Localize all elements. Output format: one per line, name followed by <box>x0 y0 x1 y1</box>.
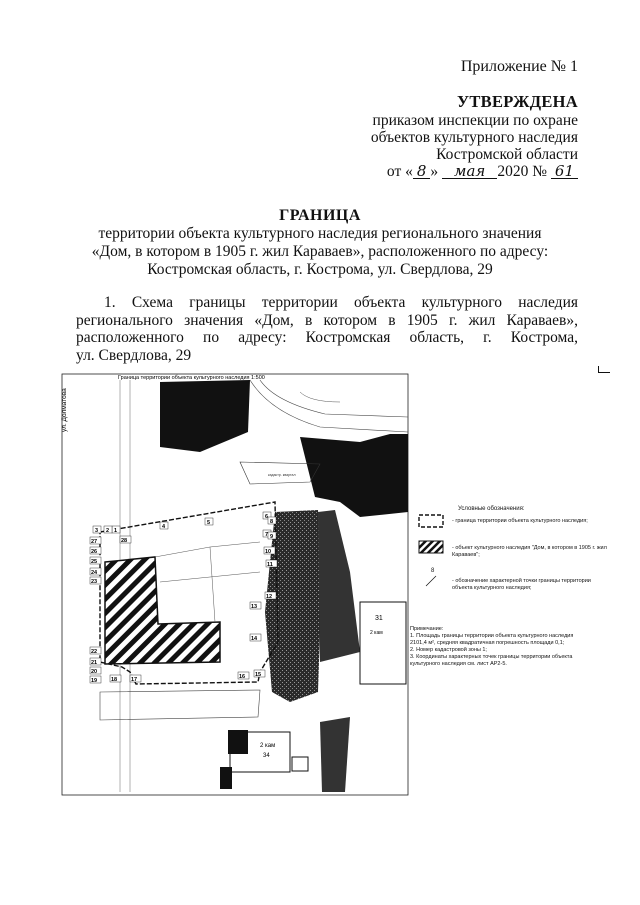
date-prefix: от « <box>386 163 413 180</box>
svg-text:10: 10 <box>265 549 272 555</box>
svg-text:9: 9 <box>270 534 274 540</box>
house-number-34: 34 <box>263 753 270 759</box>
order-date-line <box>387 163 578 181</box>
order-line-3: Костромской области <box>436 146 578 163</box>
subtitle-line-3: Костромская область, г. Кострома, ул. Свердлова, 29 <box>147 261 493 278</box>
svg-text:20: 20 <box>91 669 98 675</box>
svg-text:7: 7 <box>265 532 269 538</box>
legend-point-symbol <box>424 572 446 588</box>
point-19 <box>90 676 101 684</box>
date-month: мая <box>442 164 497 179</box>
notes-line-2: 2101,4 м², средняя квадратичная погрешность площади 0,1; <box>410 640 565 646</box>
legend-title: Условные обозначения: <box>458 506 525 512</box>
point-18 <box>110 675 121 683</box>
svg-text:14: 14 <box>251 636 258 642</box>
svg-text:2: 2 <box>106 528 110 534</box>
point-26 <box>90 547 101 555</box>
date-year: 2020 № <box>497 163 548 180</box>
point-15 <box>254 670 265 678</box>
svg-text:17: 17 <box>131 677 138 683</box>
point-28 <box>120 536 131 544</box>
house-number-31: 31 <box>375 615 383 622</box>
svg-text:27: 27 <box>91 539 98 545</box>
svg-text:4: 4 <box>162 524 166 530</box>
svg-text:22: 22 <box>91 649 98 655</box>
point-14 <box>250 634 261 642</box>
boundary-map <box>60 372 410 797</box>
svg-text:26: 26 <box>91 549 98 555</box>
subtitle-line-1: территории объекта культурного наследия регионального значения <box>98 225 542 242</box>
notes-title: Примечание: <box>410 626 444 632</box>
legend-item-boundary: - граница территории объекта культурного наследия; <box>452 518 588 524</box>
svg-text:1: 1 <box>114 528 118 534</box>
paragraph-line-4: ул. Свердлова, 29 <box>76 346 192 364</box>
point-5 <box>205 518 213 526</box>
svg-text:23: 23 <box>91 579 98 585</box>
point-11 <box>266 560 277 568</box>
order-line-2: объектов культурного наследия <box>370 129 578 146</box>
point-20 <box>90 667 101 675</box>
paragraph-line-3: расположенного по адресу: Костромская область, г. Кострома, <box>76 329 578 346</box>
legend-point-number: 8 <box>431 568 435 574</box>
svg-text:12: 12 <box>266 594 273 600</box>
point-4 <box>160 522 168 530</box>
svg-text:8: 8 <box>270 519 274 525</box>
notes-line-4: 3. Координаты характерных точек границы территории объекта <box>410 654 573 660</box>
svg-text:16: 16 <box>239 674 246 680</box>
appendix-label: Приложение № 1 <box>460 58 578 75</box>
legend-object-symbol <box>418 540 444 554</box>
svg-text:11: 11 <box>267 562 273 568</box>
point-21 <box>90 658 101 666</box>
order-line-1: приказом инспекции по охране <box>372 112 578 129</box>
point-17 <box>130 675 141 683</box>
notes-line-5: культурного наследия см. лист АР2-5. <box>410 661 507 667</box>
svg-text:6: 6 <box>265 514 269 520</box>
svg-text:15: 15 <box>255 672 262 678</box>
order-number: 61 <box>551 164 578 179</box>
point-8 <box>268 517 276 525</box>
point-9 <box>268 532 276 540</box>
svg-text:5: 5 <box>207 520 211 526</box>
date-day: 8 <box>413 164 431 179</box>
subtitle-line-2: «Дом, в котором в 1905 г. жил Караваев», расположенного по адресу: <box>91 243 549 260</box>
point-27 <box>90 537 101 545</box>
paragraph-line-1: 1. Схема границы территории объекта культурного наследия <box>104 294 578 311</box>
svg-text:19: 19 <box>91 678 98 684</box>
corner-mark <box>598 366 610 373</box>
notes-block <box>410 626 610 668</box>
svg-text:28: 28 <box>121 538 128 544</box>
point-10 <box>264 547 275 555</box>
svg-text:24: 24 <box>91 570 98 576</box>
point-12 <box>265 592 276 600</box>
svg-text:18: 18 <box>111 677 118 683</box>
notes-line-3: 2. Номер кадастровой зоны 1; <box>410 647 487 653</box>
kadastr-label: кадастр. квартал <box>268 473 296 477</box>
svg-text:25: 25 <box>91 559 98 565</box>
legend-boundary-symbol <box>418 514 444 528</box>
legend-item-object: - объект культурного наследия "Дом, в котором в 1905 г. жил Караваев"; <box>452 545 607 558</box>
approved-heading: УТВЕРЖДЕНА <box>456 92 578 111</box>
paragraph-line-2: регионального значения «Дом, в котором в 1905 г. жил Караваев», <box>76 311 578 329</box>
point-22 <box>90 647 101 655</box>
point-24 <box>90 568 101 576</box>
svg-text:3: 3 <box>95 528 99 534</box>
point-3 <box>93 526 101 534</box>
svg-text:21: 21 <box>91 660 98 666</box>
date-mid: » <box>430 163 439 180</box>
point-2 <box>104 526 112 534</box>
point-1 <box>112 526 120 534</box>
svg-text:13: 13 <box>251 604 258 610</box>
point-25 <box>90 557 101 565</box>
point-16 <box>238 672 249 680</box>
paragraph-1 <box>76 294 578 364</box>
point-13 <box>250 602 261 610</box>
house-label-31: 2 кам <box>370 630 383 636</box>
house-label-34: 2 кам <box>260 743 276 749</box>
document-title: ГРАНИЦА <box>279 207 361 224</box>
point-23 <box>90 577 101 585</box>
notes-line-1: 1. Площадь границы территории объекта культурного наследия <box>410 633 574 639</box>
legend-item-point: - обозначение характерной точки границы территории объекта культурного наследия; <box>452 578 591 591</box>
street-label: ул. Долматова <box>61 388 68 432</box>
map-header: Граница территории объекта культурного наследия 1:500 <box>118 375 265 381</box>
